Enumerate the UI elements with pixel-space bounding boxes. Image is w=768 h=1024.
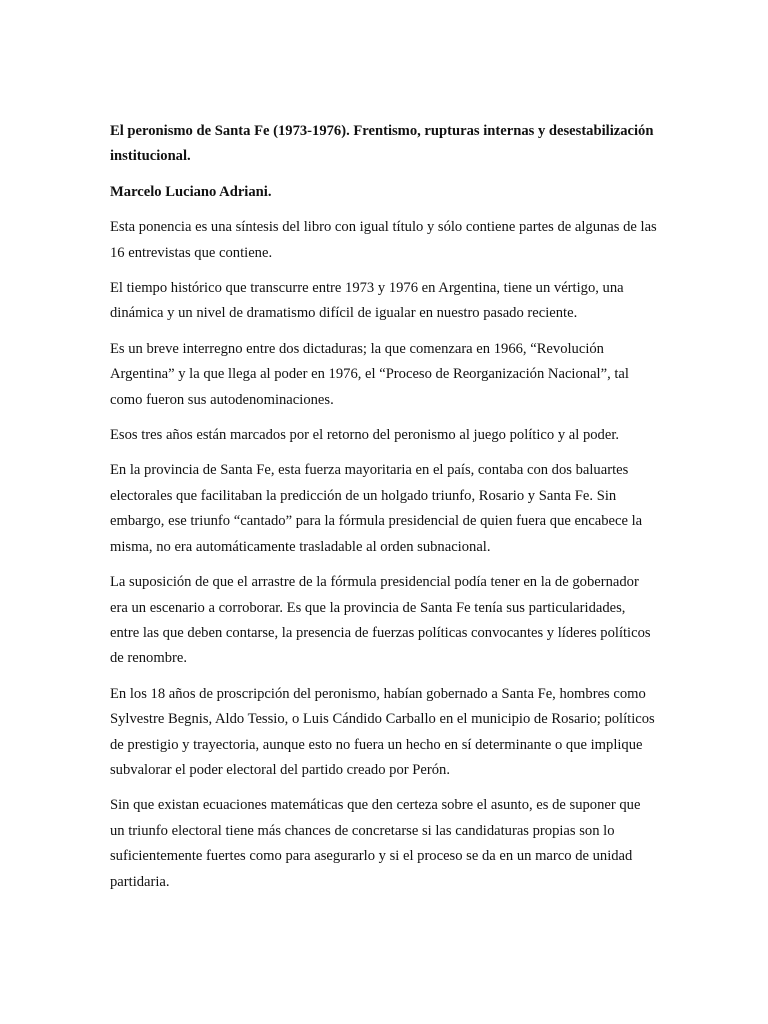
paragraph-3: Es un breve interregno entre dos dictaduras; la que comenzara en 1966, “Revolución Argentina” y la que llega al poder en 1976, el “Proceso de Reorganización Nacional”, tal como fueron sus autodenominaciones. (110, 340, 629, 408)
paragraph-4: Esos tres años están marcados por el retorno del peronismo al juego político y al poder. (110, 427, 620, 444)
document-author: Marcelo Luciano Adriani. (110, 183, 272, 200)
paragraph-5: En la provincia de Santa Fe, esta fuerza mayoritaria en el país, contaba con dos baluartes electorales que facilitaban la predicción de un holgado triunfo, Rosario y Santa Fe. Sin embargo, ese triunfo “cantado” para la fórmula presidencial de quien fuera que encabece la misma, no era automáticamente trasladable al orden subnacional. (110, 462, 643, 555)
paragraph-7: En los 18 años de proscripción del peronismo, habían gobernado a Santa Fe, hombres como Sylvestre Begnis, Aldo Tessio, o Luis Cándido Carballo en el municipio de Rosario; políticos de prestigio y trayectoria, aunque esto no fuera un hecho en sí determinante o que implique subvalorar el poder electoral del partido creado por Perón. (110, 685, 655, 778)
paragraph-6: La suposición de que el arrastre de la fórmula presidencial podía tener en la de gobernador era un escenario a corroborar. Es que la provincia de Santa Fe tenía sus particularidades, entre las que deben contarse, la presencia de fuerzas políticas convocantes y líderes políticos de renombre. (110, 574, 651, 667)
paragraph-1: Esta ponencia es una síntesis del libro con igual título y sólo contiene partes de algunas de las 16 entrevistas que contiene. (110, 219, 657, 261)
document-title: El peronismo de Santa Fe (1973-1976). Frentismo, rupturas internas y desestabilización institucional. (110, 123, 654, 165)
paragraph-2: El tiempo histórico que transcurre entre 1973 y 1976 en Argentina, tiene un vértigo, una dinámica y un nivel de dramatismo difícil de igualar en nuestro pasado reciente. (110, 280, 624, 322)
document-page (110, 119, 658, 905)
paragraph-8: Sin que existan ecuaciones matemáticas que den certeza sobre el asunto, es de suponer que un triunfo electoral tiene más chances de concretarse si las candidaturas propias son lo suficientemente fuertes como para asegurarlo y si el proceso se da en un marco de unidad partidaria. (110, 797, 641, 890)
